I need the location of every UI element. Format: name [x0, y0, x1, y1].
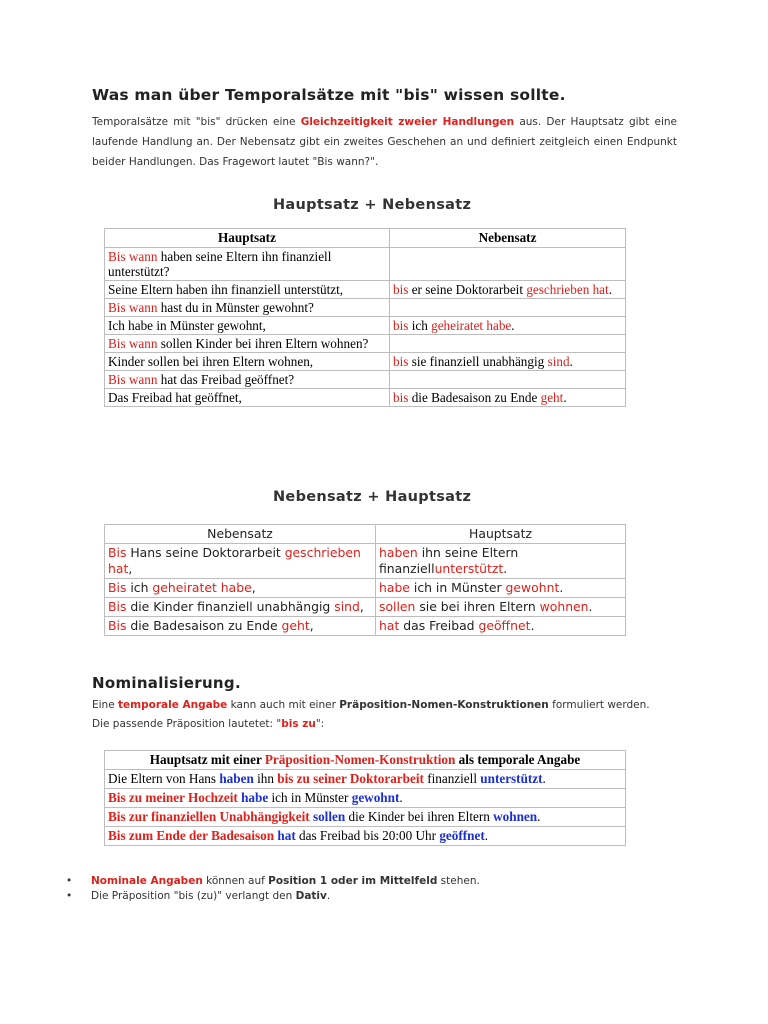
- text-segment: .: [608, 282, 612, 297]
- text-segment: ,: [251, 580, 256, 595]
- text-segment: .: [563, 390, 567, 405]
- highlight-text: sind: [334, 599, 360, 614]
- table-row: [105, 770, 626, 789]
- list-item: [66, 874, 480, 889]
- hauptsatz-cell: [376, 617, 626, 636]
- nebensatz-cell: [105, 579, 376, 598]
- text-segment: .: [511, 318, 515, 333]
- highlight-text: unterstützt: [434, 561, 504, 576]
- hauptsatz-cell: [105, 335, 390, 353]
- text-segment: ich in Münster: [409, 580, 506, 595]
- table-row: [105, 317, 626, 335]
- text-segment: .: [537, 809, 541, 824]
- table-nebensatz-hauptsatz: [104, 524, 626, 636]
- nominal-cell: [105, 770, 626, 789]
- nebensatz-cell: [390, 317, 626, 335]
- highlight-text: habe: [241, 790, 269, 805]
- text-segment: Die passende Präposition lautetet: ": [92, 718, 282, 730]
- text-segment: ich: [408, 318, 432, 333]
- highlight-text: Bis wann: [108, 300, 158, 315]
- highlight-text: gewohnt: [351, 790, 400, 805]
- table-row: [105, 579, 626, 598]
- text-segment: Das Freibad hat geöffnet,: [108, 390, 242, 405]
- nominalisierung-line: [92, 696, 692, 715]
- table-row: [105, 335, 626, 353]
- text-segment: er seine Doktorarbeit: [408, 282, 527, 297]
- highlight-text: sind: [547, 354, 570, 369]
- hauptsatz-cell: [105, 317, 390, 335]
- text-segment: finanziell: [423, 771, 481, 786]
- text-segment: Die Eltern von Hans: [108, 771, 220, 786]
- text-segment: hast du in Münster gewohnt?: [157, 300, 314, 315]
- highlight-text: haben: [219, 771, 254, 786]
- highlight-text: geheiratet habe: [152, 580, 252, 595]
- table-row: [105, 353, 626, 371]
- table-nominalisierung: [104, 750, 626, 846]
- nebensatz-cell: [390, 353, 626, 371]
- intro-paragraph: [92, 112, 677, 172]
- highlight-text: Dativ: [295, 890, 327, 902]
- table-row: [105, 617, 626, 636]
- hauptsatz-cell: [376, 598, 626, 617]
- nebensatz-cell: [390, 299, 626, 317]
- table-row: [105, 389, 626, 407]
- highlight-text: bis zu: [281, 718, 316, 730]
- text-segment: ich in Münster: [268, 790, 352, 805]
- nebensatz-cell: [390, 248, 626, 281]
- intro-highlight: Gleichzeitigkeit zweier Handlungen: [300, 116, 515, 128]
- highlight-text: Bis wann: [108, 372, 158, 387]
- table-row: [105, 544, 626, 579]
- hauptsatz-cell: [105, 389, 390, 407]
- table-row: [105, 598, 626, 617]
- highlight-text: Präposition-Nomen-Konstruktionen: [339, 699, 549, 711]
- highlight-text: wohnen: [493, 809, 538, 824]
- highlight-text: Bis wann: [108, 249, 158, 264]
- notes-list: [66, 874, 480, 904]
- text-segment: .: [588, 599, 593, 614]
- highlight-text: geöffnet: [439, 828, 485, 843]
- highlight-text: bis: [393, 318, 409, 333]
- highlight-text: sollen: [379, 599, 416, 614]
- text-segment: .: [484, 828, 489, 843]
- highlight-text: geht: [281, 618, 310, 633]
- nebensatz-cell: [390, 371, 626, 389]
- highlight-text: Bis: [108, 618, 127, 633]
- text-segment: .: [569, 354, 573, 369]
- text-segment: ,: [128, 561, 133, 576]
- text-segment: haben seine Eltern ihn finanziell unterstützt?: [108, 249, 332, 279]
- highlight-text: geschrieben hat: [526, 282, 609, 297]
- section-heading-nebensatz-hauptsatz: Nebensatz + Hauptsatz: [273, 489, 472, 505]
- text-segment: Kinder sollen bei ihren Eltern wohnen,: [108, 354, 314, 369]
- highlight-text: Bis: [108, 599, 127, 614]
- text-segment: Hans seine Doktorarbeit: [126, 545, 285, 560]
- highlight-text: bis: [393, 390, 409, 405]
- hauptsatz-cell: [376, 544, 626, 579]
- table-row: [105, 808, 626, 827]
- text-segment: ich: [126, 580, 153, 595]
- text-segment: Die Präposition "bis (zu)" verlangt den: [91, 890, 296, 902]
- highlight-text: geht: [540, 390, 564, 405]
- text-segment: formuliert werden.: [548, 699, 650, 711]
- highlight-text: geheiratet habe: [431, 318, 512, 333]
- highlight-text: bis zu seiner Doktorarbeit: [277, 771, 424, 786]
- highlight-text: geöffnet: [478, 618, 531, 633]
- highlight-text: Bis wann: [108, 336, 158, 351]
- highlight-text: gewohnt: [505, 580, 560, 595]
- highlight-text: Nominale Angaben: [91, 875, 203, 887]
- text-segment: .: [326, 890, 331, 902]
- section-heading-hauptsatz-nebensatz: Hauptsatz + Nebensatz: [273, 197, 472, 213]
- text-segment: ,: [309, 618, 314, 633]
- text-segment: als temporale Angabe: [455, 752, 581, 767]
- highlight-text: hat: [379, 618, 400, 633]
- text-segment: .: [559, 580, 564, 595]
- hauptsatz-cell: [105, 353, 390, 371]
- column-header: [105, 751, 626, 770]
- section-heading-nominalisierung: Nominalisierung.: [92, 674, 241, 692]
- text-segment: sie finanziell unabhängig: [408, 354, 548, 369]
- highlight-text: habe: [379, 580, 410, 595]
- text-segment: hat das Freibad geöffnet?: [157, 372, 295, 387]
- table-row: [105, 299, 626, 317]
- highlight-text: hat: [277, 828, 296, 843]
- page-title: Was man über Temporalsätze mit "bis" wissen sollte.: [92, 86, 566, 104]
- column-header: Hauptsatz: [376, 525, 626, 544]
- nominal-cell: [105, 827, 626, 846]
- nebensatz-cell: [390, 335, 626, 353]
- nominal-cell: [105, 789, 626, 808]
- text-segment: ,: [359, 599, 364, 614]
- text-segment: .: [399, 790, 403, 805]
- nebensatz-cell: [390, 281, 626, 299]
- table-row: [105, 789, 626, 808]
- text-segment: ihn: [253, 771, 278, 786]
- nominalisierung-line: [92, 715, 692, 734]
- text-segment: Ich habe in Münster gewohnt,: [108, 318, 266, 333]
- highlight-text: Bis zur finanziellen Unabhängigkeit: [108, 809, 310, 824]
- text-segment: das Freibad bis 20:00 Uhr: [295, 828, 440, 843]
- nebensatz-cell: [105, 598, 376, 617]
- table-row: [105, 248, 626, 281]
- text-segment: Seine Eltern haben ihn finanziell unterstützt,: [108, 282, 344, 297]
- hauptsatz-cell: [376, 579, 626, 598]
- highlight-text: sollen: [312, 809, 346, 824]
- table-hauptsatz-nebensatz: [104, 228, 626, 407]
- nominal-cell: [105, 808, 626, 827]
- column-header: Hauptsatz: [105, 229, 390, 248]
- hauptsatz-cell: [105, 248, 390, 281]
- table-row: [105, 371, 626, 389]
- text-segment: die Kinder bei ihren Eltern: [345, 809, 494, 824]
- text-segment: stehen.: [437, 875, 480, 887]
- highlight-text: temporale Angabe: [118, 699, 228, 711]
- text-segment: .: [542, 771, 546, 786]
- highlight-text: bis: [393, 354, 409, 369]
- nebensatz-cell: [390, 389, 626, 407]
- highlight-text: haben: [379, 545, 418, 560]
- text-segment: die Badesaison zu Ende: [126, 618, 282, 633]
- table-row: [105, 281, 626, 299]
- highlight-text: Bis zu meiner Hochzeit: [108, 790, 238, 805]
- list-item: [66, 889, 480, 904]
- text-segment: sollen Kinder bei ihren Eltern wohnen?: [157, 336, 369, 351]
- text-segment: ihn seine Eltern finanziell: [379, 545, 519, 576]
- text-segment: Hauptsatz mit einer: [149, 752, 265, 767]
- hauptsatz-cell: [105, 299, 390, 317]
- text-segment: das Freibad: [399, 618, 479, 633]
- hauptsatz-cell: [105, 371, 390, 389]
- text-segment: kann auch mit einer: [227, 699, 340, 711]
- text-segment: .: [503, 561, 508, 576]
- highlight-text: wohnen: [539, 599, 589, 614]
- intro-text: aus. Der Hauptsatz gibt eine laufende Handlung an. Der Nebensatz gibt ein zweites Geschehen an und definiert zeitgleich einen Endpunkt beider Handlungen. Das Fragewort lautet "Bis wann?".: [92, 116, 677, 168]
- column-header: Nebensatz: [390, 229, 626, 248]
- nominalisierung-text: [92, 696, 692, 734]
- table-row: [105, 827, 626, 846]
- text-segment: ":: [315, 718, 325, 730]
- highlight-text: Bis: [108, 580, 127, 595]
- hauptsatz-cell: [105, 281, 390, 299]
- highlight-text: Bis zum Ende der Badesaison: [108, 828, 275, 843]
- text-segment: die Badesaison zu Ende: [408, 390, 541, 405]
- highlight-text: Bis: [108, 545, 127, 560]
- nebensatz-cell: [105, 617, 376, 636]
- intro-text: Temporalsätze mit "bis" drücken eine: [92, 116, 301, 128]
- bullet-icon: •: [66, 875, 73, 887]
- bullet-icon: •: [66, 890, 73, 902]
- column-header: Nebensatz: [105, 525, 376, 544]
- text-segment: Eine: [92, 699, 119, 711]
- highlight-text: Präposition-Nomen-Konstruktion: [264, 752, 456, 767]
- text-segment: können auf: [202, 875, 269, 887]
- highlight-text: geschrieben hat: [108, 545, 361, 576]
- text-segment: sie bei ihren Eltern: [415, 599, 540, 614]
- highlight-text: unterstützt: [480, 771, 543, 786]
- text-segment: die Kinder finanziell unabhängig: [126, 599, 335, 614]
- text-segment: .: [530, 618, 535, 633]
- highlight-text: bis: [393, 282, 409, 297]
- nebensatz-cell: [105, 544, 376, 579]
- highlight-text: Position 1 oder im Mittelfeld: [268, 875, 438, 887]
